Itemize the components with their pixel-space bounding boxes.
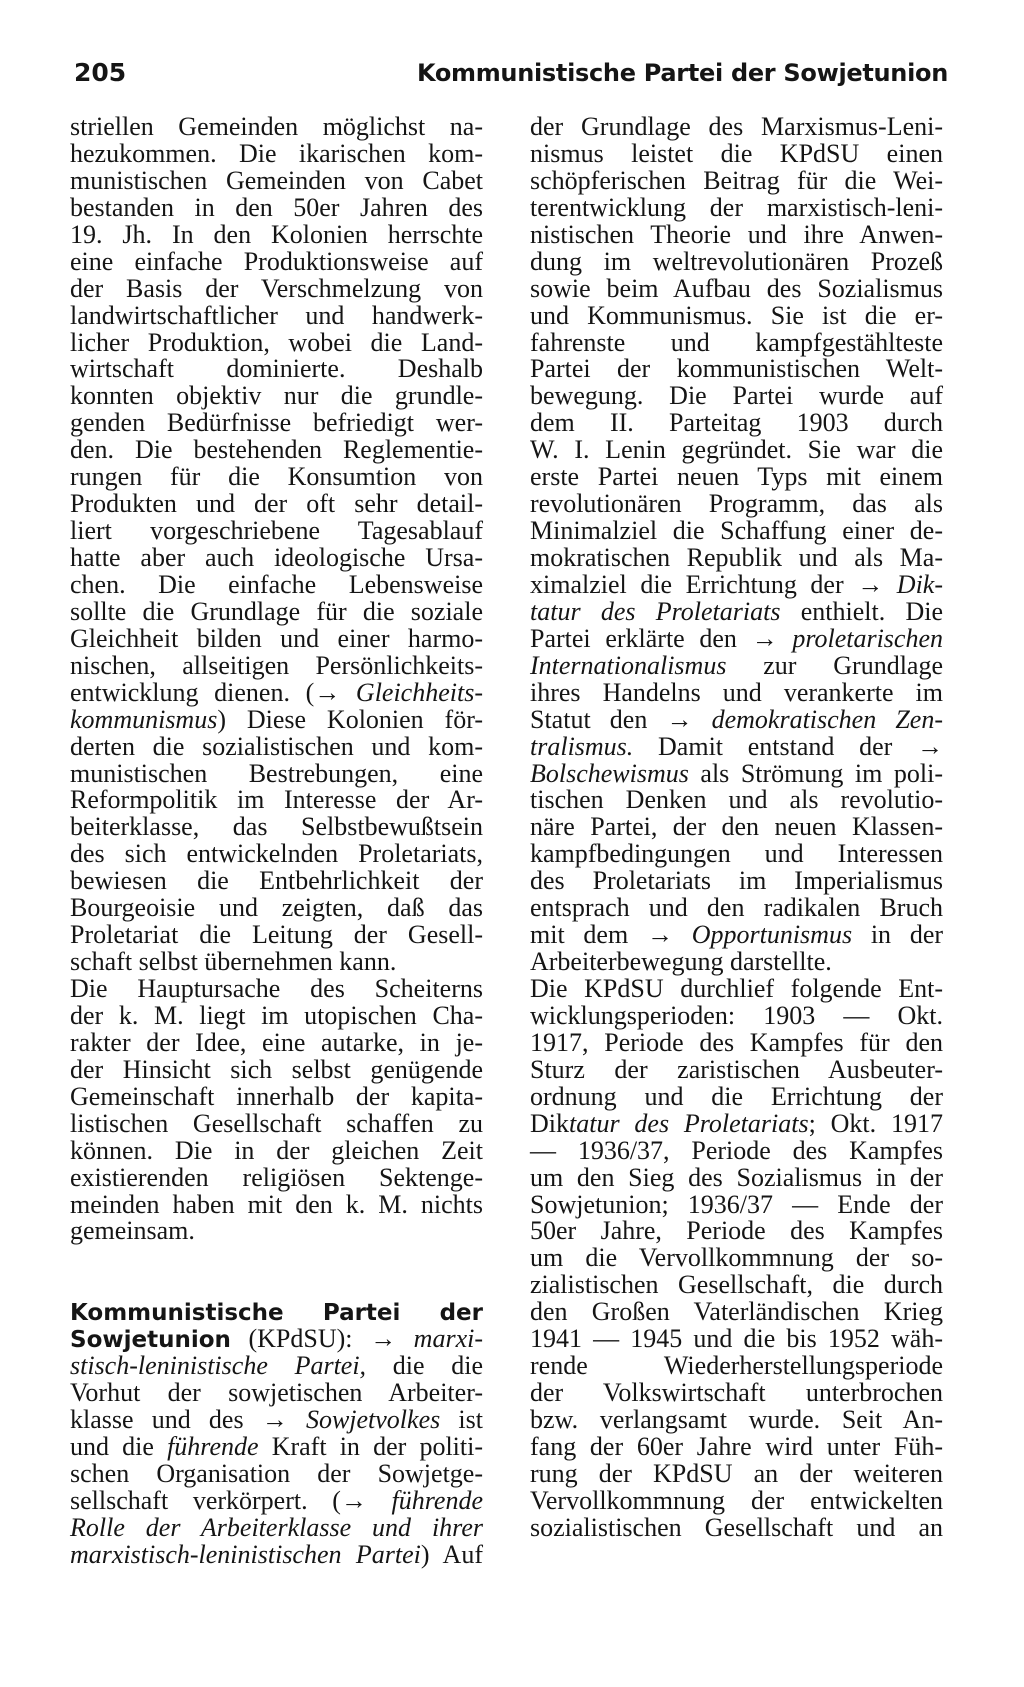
text-line: Vervollkommnung der entwickelten: [530, 1485, 943, 1515]
text-line: munistischen Gemeinden von Cabet: [70, 165, 483, 195]
text-line: der Grundlage des Marxismus-Leni-: [530, 112, 943, 141]
text-line: — 1936/37, Periode des Kampfes: [530, 1135, 943, 1165]
text-line: klasse und des → Sowjetvolkes ist: [70, 1405, 483, 1435]
text-line: Statut den → demokratischen Zen-: [530, 704, 943, 734]
text-line: sollte die Grundlage für die soziale: [70, 596, 483, 626]
text-line: Reformpolitik im Interesse der Ar-: [70, 785, 483, 815]
text-line: kommunismus) Diese Kolonien för-: [70, 704, 483, 734]
text-line: marxistisch-leninistischen Partei) Auf: [70, 1539, 483, 1569]
text-line: 50er Jahre, Periode des Kampfes: [530, 1216, 943, 1246]
text-line: gemeinsam.: [70, 1216, 195, 1246]
right-text-column: [530, 114, 943, 1542]
text-line: revolutionären Programm, das als: [530, 489, 943, 519]
text-line: und die führende Kraft in der politi-: [70, 1432, 483, 1462]
text-line: fahrenste und kampfgestählteste: [530, 327, 943, 357]
text-line: munistischen Bestrebungen, eine: [70, 758, 483, 788]
text-line: näre Partei, der den neuen Klassen-: [530, 812, 943, 842]
text-line: Rolle der Arbeiterklasse und ihrer: [70, 1512, 483, 1542]
text-line: wirtschaft dominierte. Deshalb: [70, 354, 483, 384]
text-line: meinden haben mit den k. M. nichts: [70, 1189, 483, 1219]
text-line: tatur des Proletariats enthielt. Die: [530, 596, 943, 626]
text-line: und Kommunismus. Sie ist die er-: [530, 300, 943, 330]
text-line: kampfbedingungen und Interessen: [530, 839, 943, 869]
text-line: Minimalziel die Schaffung einer de-: [530, 516, 943, 546]
text-line: landwirtschaftlicher und handwerk-: [70, 300, 483, 330]
text-line: Die Hauptursache des Scheiterns: [70, 974, 483, 1003]
text-line: den Großen Vaterländischen Krieg: [530, 1297, 943, 1327]
text-line: eine einfache Produktionsweise auf: [70, 246, 483, 276]
text-line: bewegung. Die Partei wurde auf: [530, 381, 943, 411]
text-line: W. I. Lenin gegründet. Sie war die: [530, 435, 943, 465]
text-line: entsprach und den radikalen Bruch: [530, 893, 943, 923]
text-line: derten die sozialistischen und kom-: [70, 731, 483, 761]
text-line: liert vorgeschriebene Tagesablauf: [70, 516, 483, 546]
text-line: rende Wiederherstellungsperiode: [530, 1351, 943, 1381]
text-line: Partei der kommunistischen Welt-: [530, 354, 943, 384]
text-line: striellen Gemeinden möglichst na-: [70, 112, 483, 141]
text-line: des Proletariats im Imperialismus: [530, 866, 943, 896]
entry-headword-line: Kommunistische Partei der: [70, 1300, 483, 1327]
text-line: tischen Denken und als revolutio-: [530, 785, 943, 815]
text-line: Die KPdSU durchlief folgende Ent-: [530, 974, 943, 1003]
text-line: sowie beim Aufbau des Sozialismus: [530, 273, 943, 303]
text-line: Internationalismus zur Grundlage: [530, 650, 943, 680]
text-line: genden Bedürfnisse befriedigt wer-: [70, 408, 483, 438]
text-line: sozialistischen Gesellschaft und an: [530, 1512, 943, 1542]
text-line: konnten objektiv nur die grundle-: [70, 381, 483, 411]
text-line: listischen Gesellschaft schaffen zu: [70, 1108, 483, 1138]
text-line: rung der KPdSU an der weiteren: [530, 1458, 943, 1488]
text-line: des sich entwickelnden Proletariats,: [70, 839, 483, 869]
text-line: zialistischen Gesellschaft, die durch: [530, 1270, 943, 1300]
text-line: Gleichheit bilden und einer harmo-: [70, 623, 483, 653]
text-line: der Basis der Verschmelzung von: [70, 273, 483, 303]
text-line: Partei erklärte den → proletarischen: [530, 623, 943, 653]
left-text-column: [70, 114, 483, 1569]
text-line: bewiesen die Entbehrlichkeit der: [70, 866, 483, 896]
text-line: hatte aber auch ideologische Ursa-: [70, 543, 483, 572]
text-line: können. Die in der gleichen Zeit: [70, 1135, 483, 1165]
text-line: ximalziel die Errichtung der → Dik-: [530, 569, 943, 599]
text-line: Diktatur des Proletariats; Okt. 1917: [530, 1108, 943, 1138]
text-line: um die Vervollkommnung der so-: [530, 1243, 943, 1273]
text-line: 19. Jh. In den Kolonien herrschte: [70, 219, 483, 249]
text-line: der Volkswirtschaft unterbrochen: [530, 1378, 943, 1408]
text-line: schöpferischen Beitrag für die Wei-: [530, 165, 943, 195]
text-line: Vorhut der sowjetischen Arbeiter-: [70, 1378, 483, 1408]
text-line: mokratischen Republik und als Ma-: [530, 543, 943, 572]
text-line: wicklungsperioden: 1903 — Okt.: [530, 1000, 943, 1030]
text-line: existierenden religiösen Sektenge-: [70, 1162, 483, 1192]
text-line: rakter der Idee, eine autarke, in je-: [70, 1027, 483, 1057]
text-line: Sowjetunion; 1936/37 — Ende der: [530, 1189, 943, 1219]
text-line: entwicklung dienen. (→ Gleichheits-: [70, 677, 483, 707]
text-line: den. Die bestehenden Reglementie-: [70, 435, 483, 465]
text-line: beiterklasse, das Selbstbewußtsein: [70, 812, 483, 842]
paragraph-gap: [70, 1245, 483, 1299]
text-line: dem II. Parteitag 1903 durch: [530, 408, 943, 438]
text-line: fang der 60er Jahre wird unter Füh-: [530, 1431, 943, 1461]
text-line: erste Partei neuen Typs mit einem: [530, 462, 943, 492]
text-line: bestanden in den 50er Jahren des: [70, 192, 483, 222]
text-line: ordnung und die Errichtung der: [530, 1081, 943, 1111]
text-line: terentwicklung der marxistisch-leni-: [530, 192, 943, 222]
text-line: schen Organisation der Sowjetge-: [70, 1459, 483, 1488]
text-line: stisch-leninistische Partei, die die: [70, 1351, 484, 1381]
text-line: Proletariat die Leitung der Gesell-: [70, 920, 483, 950]
text-line: Bolschewismus als Strömung im poli-: [530, 758, 943, 788]
text-line: nismus leistet die KPdSU einen: [530, 138, 943, 168]
text-line: Sturz der zaristischen Ausbeuter-: [530, 1054, 943, 1084]
text-line: der k. M. liegt im utopischen Cha-: [70, 1000, 483, 1030]
text-line: nistischen Theorie und ihre Anwen-: [530, 219, 943, 249]
text-line: licher Produktion, wobei die Land-: [70, 327, 483, 357]
text-line: ihres Handelns und verankerte im: [530, 677, 943, 707]
text-line: mit dem → Opportunismus in der: [530, 920, 944, 950]
text-line: 1917, Periode des Kampfes für den: [530, 1027, 943, 1057]
text-line: Gemeinschaft innerhalb der kapita-: [70, 1081, 483, 1111]
text-line: 1941 — 1945 und die bis 1952 wäh-: [530, 1324, 943, 1354]
text-line: sellschaft verkörpert. (→ führende: [70, 1485, 483, 1515]
text-line: bzw. verlangsamt wurde. Seit An-: [530, 1405, 943, 1434]
page-number: 205: [74, 58, 127, 87]
text-line: Produkten und der oft sehr detail-: [70, 489, 483, 519]
text-line: rungen für die Konsumtion von: [70, 462, 483, 492]
text-line: nischen, allseitigen Persönlichkeits-: [70, 650, 483, 680]
text-line: Bourgeoisie und zeigten, daß das: [70, 893, 483, 923]
running-title: Kommunistische Partei der Sowjetunion: [416, 59, 948, 87]
text-line: der Hinsicht sich selbst genügende: [70, 1054, 483, 1084]
text-line: hezukommen. Die ikarischen kom-: [70, 138, 483, 168]
text-line: dung im weltrevolutionären Prozeß: [530, 246, 943, 276]
text-line: tralismus. Damit entstand der →: [530, 731, 943, 761]
text-line: chen. Die einfache Lebensweise: [70, 569, 483, 599]
text-line: Sowjetunion (KPdSU): → marxi-: [70, 1324, 483, 1354]
text-line: Arbeiterbewegung darstellte.: [530, 947, 832, 977]
text-line: um den Sieg des Sozialismus in der: [530, 1162, 943, 1192]
text-line: schaft selbst übernehmen kann.: [70, 947, 397, 977]
